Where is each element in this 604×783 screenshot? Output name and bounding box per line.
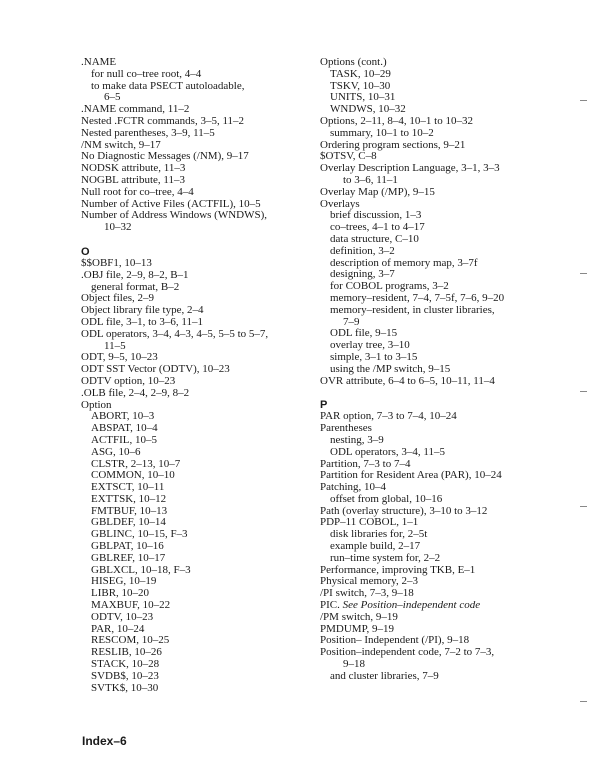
entry-text: to make data PSECT autoloadable, xyxy=(91,79,245,92)
margin-mark xyxy=(580,506,587,507)
entry-text: COMMON, 10–10 xyxy=(91,469,175,482)
entry-text: ABORT, 10–3 xyxy=(91,410,155,423)
entry-text: ODT SST Vector (ODTV), 10–23 xyxy=(81,363,230,376)
entry-text: GBLXCL, 10–18, F–3 xyxy=(91,563,191,576)
entry-text: NODSK attribute, 11–3 xyxy=(81,162,186,175)
entry-text: WNDWS, 10–32 xyxy=(330,103,406,116)
entry-text: Options (cont.) xyxy=(320,56,387,68)
entry-text: simple, 3–1 to 3–15 xyxy=(330,350,418,363)
entry-text: disk libraries for, 2–5t xyxy=(330,528,428,541)
entry-text: data structure, C–10 xyxy=(330,232,419,245)
entry-text: RESLIB, 10–26 xyxy=(91,646,162,659)
entry-text: Number of Active Files (ACTFIL), 10–5 xyxy=(81,197,261,210)
entry-text: Partition for Resident Area (PAR), 10–24 xyxy=(320,469,502,482)
entry-text: co–trees, 4–1 to 4–17 xyxy=(330,221,425,234)
page-number: Index–6 xyxy=(82,734,127,748)
entry-text: Number of Address Windows (WNDWS), xyxy=(81,209,268,222)
entry-text: Patching, 10–4 xyxy=(320,481,386,494)
entry-text: general format, B–2 xyxy=(91,280,180,293)
entry-text: ACTFIL, 10–5 xyxy=(91,433,157,446)
see-reference: See Position–independent code xyxy=(342,599,481,612)
entry-text: MAXBUF, 10–22 xyxy=(91,599,171,612)
entry-text: PMDUMP, 9–19 xyxy=(320,622,394,635)
entry-text: ODL operators, 3–4, 4–3, 4–5, 5–5 to 5–7, xyxy=(81,327,269,340)
index-subentry xyxy=(320,671,504,683)
entry-text: example build, 2–17 xyxy=(330,540,421,553)
index-entry-continuation xyxy=(81,222,268,234)
entry-text: to 3–6, 11–1 xyxy=(343,173,398,186)
entry-text: Nested parentheses, 3–9, 11–5 xyxy=(81,126,215,139)
entry-text: RESCOM, 10–25 xyxy=(91,634,170,647)
entry-text: NOGBL attribute, 11–3 xyxy=(81,173,185,186)
entry-text: Object library file type, 2–4 xyxy=(81,304,204,317)
entry-text: for COBOL programs, 3–2 xyxy=(330,280,449,293)
entry-text: Ordering program sections, 9–21 xyxy=(320,138,466,151)
entry-text: Overlays xyxy=(320,197,360,210)
entry-text: Position– Independent (/PI), 9–18 xyxy=(320,634,470,647)
entry-text: memory–resident, in cluster libraries, xyxy=(330,303,495,316)
entry-text: for null co–tree root, 4–4 xyxy=(91,67,202,80)
margin-mark xyxy=(580,273,587,274)
entry-text: designing, 3–7 xyxy=(330,268,395,281)
entry-text: nesting, 3–9 xyxy=(330,433,384,446)
entry-text: No Diagnostic Messages (/NM), 9–17 xyxy=(81,150,249,163)
entry-text: CLSTR, 2–13, 10–7 xyxy=(91,457,181,470)
entry-text: definition, 3–2 xyxy=(330,244,395,257)
entry-text: 9–18 xyxy=(343,658,365,671)
entry-text: EXTSCT, 10–11 xyxy=(91,481,165,494)
entry-text: Null root for co–tree, 4–4 xyxy=(81,185,194,198)
entry-text: SVDB$, 10–23 xyxy=(91,669,159,682)
margin-mark xyxy=(580,391,587,392)
entry-text: GBLREF, 10–17 xyxy=(91,551,166,564)
entry-text: GBLDEF, 10–14 xyxy=(91,516,166,529)
entry-text: Overlay Description Language, 3–1, 3–3 xyxy=(320,162,500,175)
entry-text: ODL file, 9–15 xyxy=(330,327,398,340)
entry-text: /NM switch, 9–17 xyxy=(81,138,161,151)
entry-text: 6–5 xyxy=(104,91,121,104)
entry-text: LIBR, 10–20 xyxy=(91,587,150,600)
entry-text: ASG, 10–6 xyxy=(91,445,141,458)
entry-text: summary, 10–1 to 10–2 xyxy=(330,126,434,139)
entry-text: Option xyxy=(81,398,112,411)
entry-text: FMTBUF, 10–13 xyxy=(91,504,168,517)
entry-text: TSKV, 10–30 xyxy=(330,79,391,92)
entry-text: .NAME command, 11–2 xyxy=(81,103,190,116)
entry-text: Nested .FCTR commands, 3–5, 11–2 xyxy=(81,114,245,127)
entry-text: Overlay Map (/MP), 9–15 xyxy=(320,185,435,198)
entry-text: UNITS, 10–31 xyxy=(330,91,396,104)
entry-text: ODL operators, 3–4, 11–5 xyxy=(330,445,445,458)
entry-text: description of memory map, 3–7f xyxy=(330,256,478,269)
entry-text: memory–resident, 7–4, 7–5f, 7–6, 9–20 xyxy=(330,291,505,304)
entry-text: brief discussion, 1–3 xyxy=(330,209,422,222)
entry-text: Position–independent code, 7–2 to 7–3, xyxy=(320,646,495,659)
entry-text: and cluster libraries, 7–9 xyxy=(330,669,439,682)
entry-text: run–time system for, 2–2 xyxy=(330,551,441,564)
margin-mark xyxy=(580,701,587,702)
entry-text: Path (overlay structure), 3–10 to 3–12 xyxy=(320,504,488,517)
entry-text: PDP–11 COBOL, 1–1 xyxy=(320,516,419,529)
entry-text: Options, 2–11, 8–4, 10–1 to 10–32 xyxy=(320,114,473,127)
entry-text: offset from global, 10–16 xyxy=(330,492,443,505)
section-letter-heading: O xyxy=(81,245,90,258)
entry-text: 7–9 xyxy=(343,315,360,328)
entry-text: STACK, 10–28 xyxy=(91,658,160,671)
entry-text: ODTV, 10–23 xyxy=(91,610,154,623)
entry-text: /PI switch, 7–3, 9–18 xyxy=(320,587,414,600)
entry-text: Partition, 7–3 to 7–4 xyxy=(320,457,411,470)
section-letter-heading: P xyxy=(320,399,328,412)
entry-text: SVTK$, 10–30 xyxy=(91,681,159,694)
entry-text: $$OBF1, 10–13 xyxy=(81,256,152,269)
entry-text: .OBJ file, 2–9, 8–2, B–1 xyxy=(81,268,189,281)
entry-text: ODT, 9–5, 10–23 xyxy=(81,351,158,364)
entry-text: PAR option, 7–3 to 7–4, 10–24 xyxy=(320,410,457,423)
entry-text: GBLINC, 10–15, F–3 xyxy=(91,528,188,541)
entry-text: 10–32 xyxy=(104,221,132,234)
index-entry xyxy=(320,376,504,388)
entry-text: /PM switch, 9–19 xyxy=(320,610,398,623)
index-column-left xyxy=(81,57,268,694)
entry-text: PAR, 10–24 xyxy=(91,622,145,635)
entry-text: Object files, 2–9 xyxy=(81,292,155,305)
entry-text: .OLB file, 2–4, 2–9, 8–2 xyxy=(81,386,190,399)
entry-text: $OTSV, C–8 xyxy=(320,150,377,163)
entry-text: 11–5 xyxy=(104,339,126,352)
entry-text: EXTTSK, 10–12 xyxy=(91,492,167,505)
entry-text: GBLPAT, 10–16 xyxy=(91,540,164,553)
entry-text: ODTV option, 10–23 xyxy=(81,374,176,387)
entry-text: overlay tree, 3–10 xyxy=(330,339,410,352)
entry-text: ODL file, 3–1, to 3–6, 11–1 xyxy=(81,315,204,328)
margin-mark xyxy=(580,100,587,101)
entry-text: HISEG, 10–19 xyxy=(91,575,157,588)
index-column-right xyxy=(320,57,504,683)
entry-text: OVR attribute, 6–4 to 6–5, 10–11, 11–4 xyxy=(320,374,495,387)
entry-text: TASK, 10–29 xyxy=(330,67,391,80)
entry-text: Parentheses xyxy=(320,422,372,435)
entry-text: ABSPAT, 10–4 xyxy=(91,422,158,435)
entry-text: PIC. xyxy=(320,599,343,612)
index-subentry xyxy=(81,683,268,695)
entry-text: .NAME xyxy=(81,56,117,68)
entry-text: Physical memory, 2–3 xyxy=(320,575,418,588)
entry-text: Performance, improving TKB, E–1 xyxy=(320,563,476,576)
entry-text: using the /MP switch, 9–15 xyxy=(330,362,451,375)
